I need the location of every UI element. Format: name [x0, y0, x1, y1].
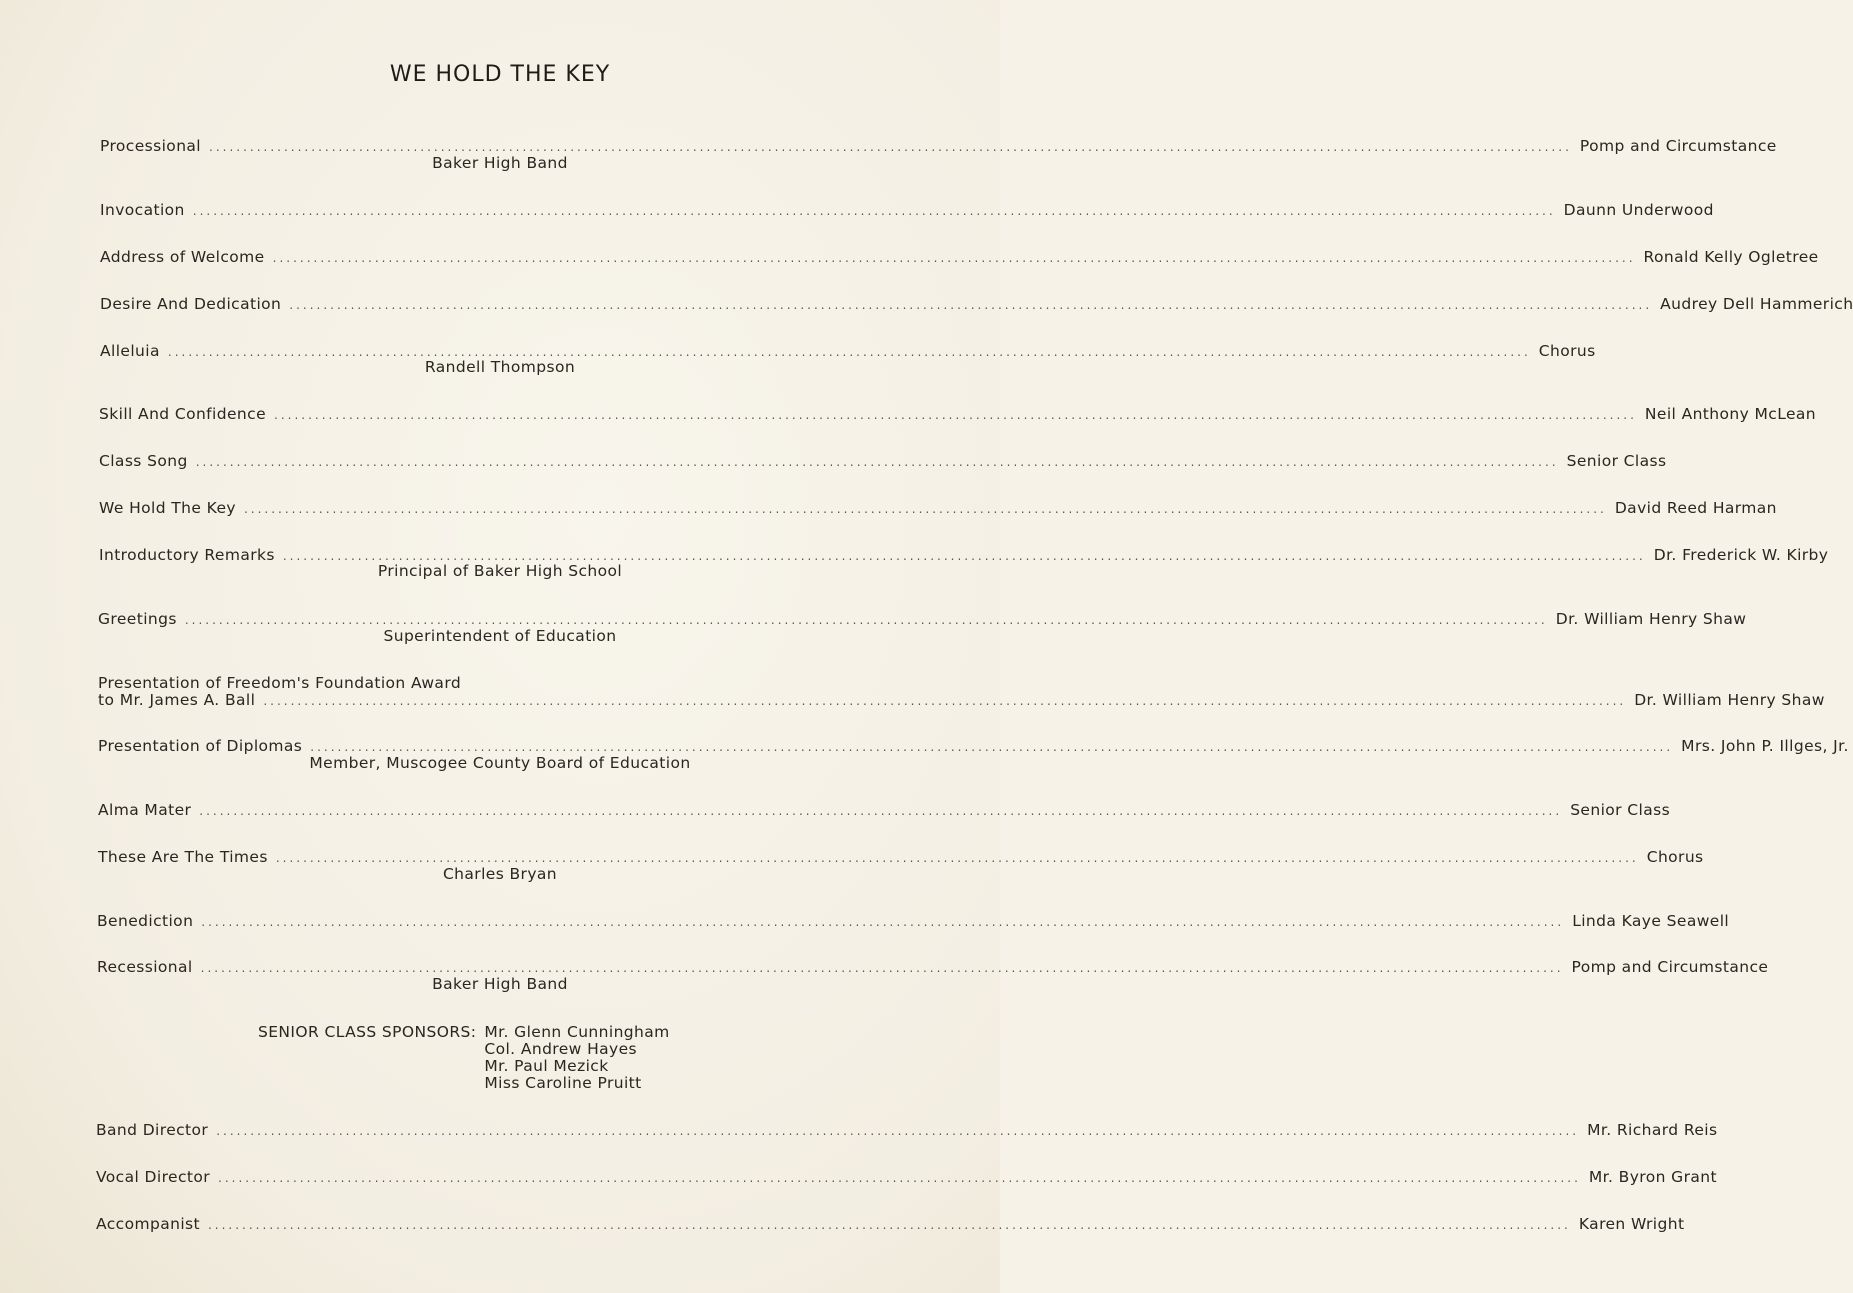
program-item-label: We Hold The Key: [99, 499, 236, 517]
staff-item: [96, 1121, 1718, 1139]
program-item-label: Processional: [100, 137, 202, 155]
program-item-label-line1: Presentation of Freedom's Foundation Award: [98, 674, 462, 692]
program-item: [98, 801, 1671, 819]
sponsor-name: Mr. Glenn Cunningham: [484, 1023, 670, 1041]
sponsor-name: Miss Caroline Pruitt: [484, 1074, 642, 1092]
sponsors-names: [484, 1024, 669, 1092]
staff-item-value: Karen Wright: [1578, 1215, 1685, 1233]
dot-leader: ........................................................................................................................................................................................................: [167, 345, 1531, 359]
program-item-value: Pomp and Circumstance: [1579, 137, 1777, 155]
program-item: [98, 610, 1747, 628]
program-item-value: Senior Class: [1566, 452, 1667, 470]
program-item-label: Recessional: [97, 958, 193, 976]
program-item-value: Chorus: [1538, 342, 1596, 360]
program-item-value: Dr. William Henry Shaw: [1555, 610, 1747, 628]
dot-leader: ........................................................................................................................................................................................................: [310, 740, 1674, 754]
page-title: WE HOLD THE KEY: [389, 62, 611, 87]
program-item-value: Daunn Underwood: [1563, 201, 1714, 219]
senior-class-sponsors: [258, 1024, 670, 1092]
program-item-subtitle: Superintendent of Education: [383, 627, 617, 645]
program-item: [100, 248, 1819, 266]
program-item-subtitle: Baker High Band: [432, 975, 568, 993]
staff-item-value: Mr. Byron Grant: [1588, 1168, 1717, 1186]
program-item-subtitle: Charles Bryan: [442, 865, 558, 883]
program-item-label: Presentation of Diplomas: [98, 737, 303, 755]
dot-leader: ........................................................................................................................................................................................................: [218, 1171, 1581, 1185]
dot-leader: ........................................................................................................................................................................................................: [275, 851, 1639, 865]
dot-leader: ........................................................................................................................................................................................................: [207, 1218, 1571, 1232]
program-item-label: Desire And Dedication: [100, 295, 282, 313]
program-item: [97, 958, 1769, 976]
dot-leader: ........................................................................................................................................................................................................: [274, 408, 1637, 422]
dot-leader: ........................................................................................................................................................................................................: [195, 455, 1559, 469]
program-item-value: Chorus: [1646, 848, 1704, 866]
program-item: [99, 499, 1777, 517]
program-item-value: Ronald Kelly Ogletree: [1643, 248, 1819, 266]
program-item-value: Senior Class: [1570, 801, 1671, 819]
dot-leader: ........................................................................................................................................................................................................: [243, 502, 1607, 516]
program-item-label: Address of Welcome: [100, 248, 265, 266]
program-item: [99, 405, 1817, 423]
staff-item: [96, 1215, 1685, 1233]
dot-leader: ........................................................................................................................................................................................................: [199, 804, 1563, 818]
program-item-label: These Are The Times: [98, 848, 268, 866]
program-item: [100, 137, 1777, 155]
program-item: [98, 691, 1825, 709]
program-item: [100, 201, 1714, 219]
program-item: [98, 848, 1704, 866]
dot-leader: ........................................................................................................................................................................................................: [289, 298, 1653, 312]
dot-leader: ........................................................................................................................................................................................................: [282, 549, 1646, 563]
program-item-label: Invocation: [100, 201, 185, 219]
staff-item-value: Mr. Richard Reis: [1587, 1121, 1718, 1139]
dot-leader: ........................................................................................................................................................................................................: [272, 251, 1636, 265]
program-item-value: Mrs. John P. Illges, Jr.: [1681, 737, 1849, 755]
program-item-label: Introductory Remarks: [99, 546, 275, 564]
program-item-label: Benediction: [97, 912, 194, 930]
program-item-value: Dr. William Henry Shaw: [1634, 691, 1825, 709]
sponsor-name: Mr. Paul Mezick: [484, 1057, 609, 1075]
program-item-value: Audrey Dell Hammerich: [1660, 295, 1853, 313]
program-item-label: Alleluia: [100, 342, 160, 360]
program-item: [98, 737, 1849, 755]
dot-leader: ........................................................................................................................................................................................................: [192, 204, 1556, 218]
program-item-subtitle: Principal of Baker High School: [377, 562, 623, 580]
program-item-label: Greetings: [98, 610, 177, 628]
dot-leader: ........................................................................................................................................................................................................: [263, 694, 1627, 708]
program-item-value: Neil Anthony McLean: [1644, 405, 1817, 423]
dot-leader: ........................................................................................................................................................................................................: [184, 613, 1548, 627]
program-item-label: to Mr. James A. Ball: [98, 691, 256, 709]
sponsors-label: SENIOR CLASS SPONSORS:: [258, 1023, 477, 1041]
program-item-value: Dr. Frederick W. Kirby: [1653, 546, 1829, 564]
program-item-label: Alma Mater: [98, 801, 192, 819]
program-item: [97, 912, 1730, 930]
program-item-label: Class Song: [99, 452, 188, 470]
dot-leader: ........................................................................................................................................................................................................: [201, 915, 1565, 929]
dot-leader: ........................................................................................................................................................................................................: [209, 140, 1572, 154]
program-item-value: Linda Kaye Seawell: [1572, 912, 1730, 930]
dot-leader: ........................................................................................................................................................................................................: [216, 1124, 1580, 1138]
program-item-value: Pomp and Circumstance: [1571, 958, 1769, 976]
staff-item-label: Band Director: [96, 1121, 209, 1139]
program-item-subtitle: Baker High Band: [432, 154, 568, 172]
program-item: [99, 452, 1667, 470]
staff-item-label: Vocal Director: [96, 1168, 211, 1186]
dot-leader: ........................................................................................................................................................................................................: [200, 961, 1564, 975]
staff-item: [96, 1168, 1717, 1186]
program-item-subtitle: Member, Muscogee County Board of Education: [309, 754, 691, 772]
program-item-subtitle: Randell Thompson: [424, 358, 576, 376]
program-item-value: David Reed Harman: [1614, 499, 1777, 517]
program-item: [100, 295, 1853, 313]
program-item-label: Skill And Confidence: [99, 405, 267, 423]
staff-item-label: Accompanist: [96, 1215, 200, 1233]
sponsor-name: Col. Andrew Hayes: [484, 1040, 638, 1058]
